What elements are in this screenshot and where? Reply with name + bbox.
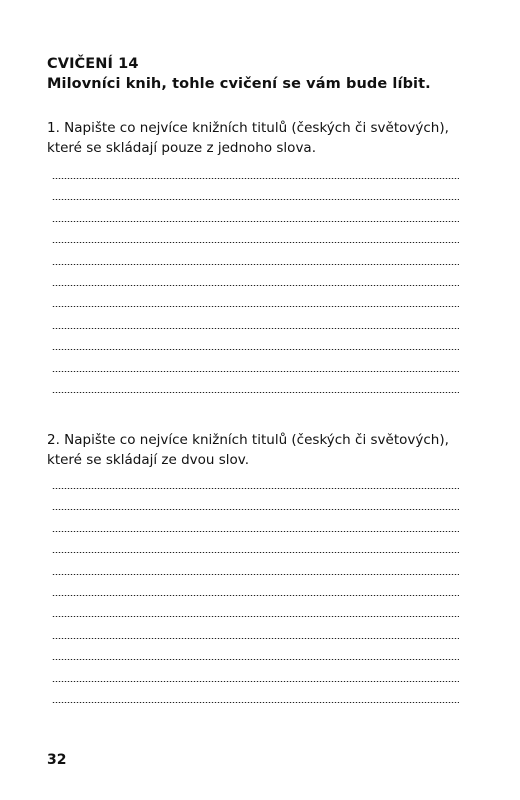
answer-line	[52, 333, 459, 354]
task-2-answer-lines	[52, 472, 459, 707]
task-1-line-2: které se skládají pouze z jednoho slova.	[47, 140, 316, 156]
answer-line	[52, 355, 459, 376]
answer-line	[52, 472, 459, 493]
task-2-line-1: 2. Napište co nejvíce knižních titulů (českých či světových),	[47, 432, 449, 448]
exercise-subtitle: Milovníci knih, tohle cvičení se vám bude líbit.	[47, 76, 431, 92]
answer-line	[52, 686, 459, 707]
exercise-heading	[47, 54, 431, 94]
answer-line	[52, 665, 459, 686]
answer-line	[52, 205, 459, 226]
answer-line	[52, 162, 459, 183]
answer-line	[52, 493, 459, 514]
answer-line	[52, 269, 459, 290]
page-number: 32	[47, 752, 67, 768]
answer-line	[52, 558, 459, 579]
task-2-line-2: které se skládají ze dvou slov.	[47, 452, 250, 468]
exercise-title: CVIČENÍ 14	[47, 56, 139, 72]
task-1-line-1: 1. Napište co nejvíce knižních titulů (českých či světových),	[47, 120, 449, 136]
answer-line	[52, 579, 459, 600]
answer-line	[52, 536, 459, 557]
answer-line	[52, 290, 459, 311]
answer-line	[52, 600, 459, 621]
answer-line	[52, 643, 459, 664]
task-1-answer-lines	[52, 162, 459, 397]
answer-line	[52, 622, 459, 643]
answer-line	[52, 376, 459, 397]
answer-line	[52, 248, 459, 269]
answer-line	[52, 226, 459, 247]
task-1-prompt	[47, 118, 477, 158]
answer-line	[52, 183, 459, 204]
answer-line	[52, 515, 459, 536]
task-2-prompt	[47, 430, 477, 470]
answer-line	[52, 312, 459, 333]
